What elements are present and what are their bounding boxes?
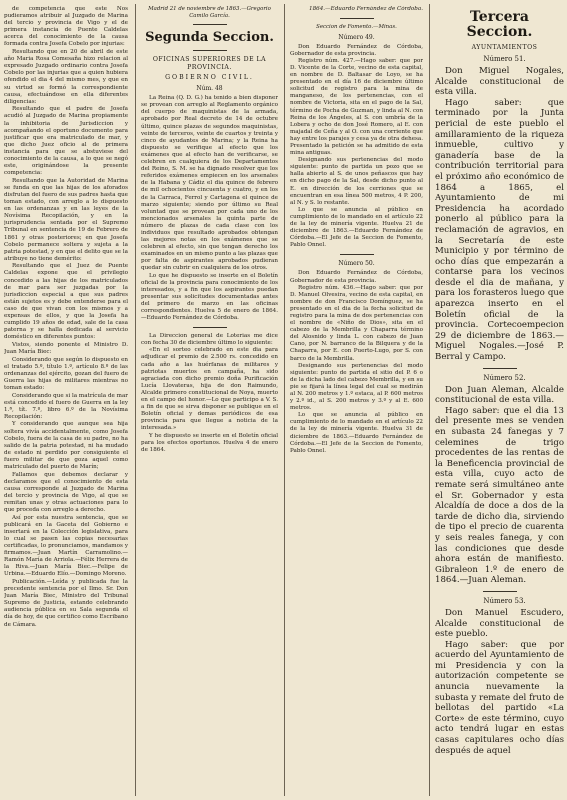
notice-paragraph: Registro núm. 436.—Hago saber: que por D. Manuel Olvesira, vecino de esta capital, en nombre de don Francisco Domínguez, se ha presentado en el dia de la fecha solicitud de registro para la mina de dos pertenencias con el nombre de «Niño de Dios», sita en el cabezo de la Membrilla y Chaparra término del Alosnido y linda L. con cabezo de Juan Cano, por N. barranco de la Bilquera y de la Chaparra, por E. con Puerto-Lugo, por S. con barco de la Membrilla. (290, 284, 423, 362)
section-heading: AYUNTAMIENTOS (471, 44, 538, 51)
notice-number: Número 51. (483, 55, 526, 63)
separator (340, 254, 374, 255)
separator (340, 18, 374, 19)
ruling-paragraph: Publicación.—Leída y publicada fue la precedente sentencia por el Ilmo. Sr. Don Juan María Biec, Ministro del Tribunal Supremo de Justicia, estando celebrando audiencia pública en su Sala segunda el día de hoy, de que certifico como Escribano de Cámara. (4, 579, 128, 628)
notice-paragraph: Hago saber: que terminado por la Junta pericial de este pueblo el amillaramiento de la riqueza inmueble, cultivo y ganadería base de la contribución territorial para el próximo año económico de 1864 a 1865, el Ayuntamiento de mi Presidencia ha acordado ponerlo al público para la reclamación de agravios, en la Secretaría de este Municipio y por término de ocho días que empezarán a contarse para los vecinos desde el dia de mañana, y para los forasteros luego que aparezca inserto en el Boletín oficial de la provincia. Cortecoempecion 29 de diciembre de 1863.—Miguel Nogales.—José P. Berral y Campo. (435, 97, 564, 363)
notice-paragraph: La Direccion general de Loterias me dice con fecha 30 de diciembre último lo siguiente: (141, 333, 278, 347)
section-heading: OFICINAS SUPERIORES DE LA PROVINCIA. (152, 56, 267, 72)
separator (193, 50, 227, 51)
notice-paragraph: Don Juan Aleman, Alcalde constitucional de esta villa. (435, 384, 564, 406)
notice-paragraph: Don Eduardo Fernández de Córdoba, Gobernador de esta provincia. (290, 43, 423, 57)
ruling-paragraph: Y considerando que aunque sea hija soltera vivía accidentalmente, como Josefa Cobelo, fuera de la casa de su padre, no ha salido de la patria potestad, ni ha mudado de estado ni perdido por consiguiente el fuero militar de que goza aquel como matriculado del puerto de Marín; (4, 421, 128, 470)
separator (483, 591, 517, 592)
notice-paragraph: «En el sorteo celebrado en este dia para adjudicar el premio de 2.500 rs. concedido en cada año a las huérfanas de militares y patriotas muertos en campaña, ha sido agraciada con dicho premio doña Purificación Lucía Llovateras, hija de don Raimundo, Alcalde primero constitucional de Noya, muerto en el campo del honor.—Lo que participo a V. S. a fin de que se sirva disponer se publique en el Boletín oficial y demas periódicos de esa provincia para que llegue a noticia de la interesada.» (141, 347, 278, 432)
column-2-segunda-seccion (141, 6, 278, 796)
dateline: Madrid 21 de noviembre de 1863.—Gregorio Camilo García. (148, 6, 271, 19)
notice-paragraph: Hago saber: que por acuerdo del Ayuntamiento de mi Presidencia y con la autorización competente se anuncia nuevamente la subasta y remate del fruto de bellotas del partido «La Corte» de este término, cuyo acto tendrá lugar en estas casas capitulares ocho días después de aquel (435, 639, 564, 756)
notice-paragraph: Hago saber: que el dia 13 del presente mes se venden en subasta 24 fanegas y 7 celemines de trigo procedentes de las rentas de la Beneficencia provincial de esta villa, cuyo acto de remate será simultáneo ante el Sr. Gobernador y esta Alcaldía de doce a dos de la tarde de dicho dia, sirviendo de tipo el precio de cuarenta y seis reales fanega, y con las condiciones que desde ahora están de manifiesto. Gibraleon 1.º de enero de 1864.—Juan Aleman. (435, 405, 564, 586)
column-3-fomento-minas (290, 6, 423, 796)
column-divider (135, 4, 136, 796)
notice-paragraph: Designando sus pertenencias del modo siguiente: punto de partida un pozo que se halla abierto al S. de unos peñascos que hay en dicho pago de la Sal, desde dicho punto al E. en dirección de los cerriones que se encuentran en esa línea 500 metros, 4 P. 200, al N. y S. lo restante. (290, 157, 423, 206)
column-divider (284, 4, 285, 796)
section-title: Segunda Seccion. (145, 30, 274, 46)
ruling-paragraph: Fallamos que debemos declarar y declaramos que el conocimiento de esta causa corresponde al Juzgado de Marina del tercio y provincia de Vigo, al que se remitan unas y otras actuaciones para lo que proceda con arreglo a derecho. (4, 471, 128, 514)
ruling-paragraph: Considerando que según lo dispuesto en el tratado 5.º, título 1.º, artículo 8.º de las ordenanzas del ejército, gozan del fuero de Guerra las hijas de militares mientras no toman estado: (4, 356, 128, 391)
column-4-tercera-seccion (435, 6, 564, 796)
notice-paragraph: Y he dispuesto se inserte en el Boletín oficial para los efectos oportunos. Huelva 4 de enero de 1864. (141, 432, 278, 453)
signature: 1864.—Eduardo Fernández de Córdoba. (309, 6, 423, 12)
notice-number: Número 50. (338, 260, 375, 268)
ruling-paragraph: Resultando que el padre de Josefa acudió al Juzgado de Marina propiamente la inhibitoria de Jurisdiccion y acompañando el oportuno documento para justificar que era matriculado de mar, y que dicho Juez oficio al de primera instancia para que se abstuviese del conocimiento de la causa, a lo que se negó este, originándose la presente competencia: (4, 106, 128, 177)
ruling-paragraph: Resultando que el Juez de Puente Caldelas expone que el privilegio concedido a las hijas de los matriculados de mar para ser juzgadas por la jurisdiccion especial a que sus padres están sujetos es y debe entenderse para el caso de que vivan con los mismos y a expensas de ellos, y que la Josefa ha cumplido 19 años de edad, sale de la casa paterna y se halla dedicada al servicio doméstico en diferentes puntos: (4, 263, 128, 341)
notice-paragraph: Don Eduardo Fernández de Córdoba, Gobernador de esta provincia. (290, 270, 423, 284)
notice-number: Número 53. (483, 596, 526, 605)
notice-number: Núm. 48 (196, 85, 223, 93)
ruling-paragraph: Así por esta nuestra sentencia, que se publicará en la Gaceta del Gobierno e insertará en la Colección legislativa, para lo cual se pasen las copias necesarias certificadas, lo pronunciamos, mandamos y firmamos.—Juan Martín Carramolino.—Ramón María de Arriola.—Félix Herrera de la Riva.—Juan María Biec.—Felipe de Urbina.—Eduardo Elío.—Domingo Moreno. (4, 514, 128, 578)
column-1-court-ruling (4, 6, 128, 796)
notice-paragraph: Don Miguel Nogales, Alcalde constitucional de esta villa. (435, 66, 564, 98)
notice-number: Número 52. (483, 373, 526, 382)
separator (193, 327, 227, 328)
notice-paragraph: Registro núm. 427.—Hago saber: que por D. Vicente de la Corte, vecino de esta capital, en nombre de D. Baltasar de Loyo, se ha presentado en el día 16 de diciembre último solicitud de registro para la mina de manganeso, de los pertenencias, con el nombre de Victoria, sita en el pago de la Sal, término de Pocha de Guzman, y linda al N. con Reina de los Ángeles, al S. con umbría de la Lobera y ocho de don José Romero, al E. con majadal de Ceña y al O. con una corriente que hay entre los parajes y cesa ya de otra dehesa. Presentado la petición se ha admitido de esta mina antiguas. (290, 57, 423, 157)
notice-paragraph: Don Manuel Escudero, Alcalde constitucional de este pueblo. (435, 607, 564, 640)
notice-number: Número 49. (338, 33, 375, 41)
ruling-paragraph: Considerando que si la matrícula de mar está concedido el fuero de Guerra en la ley 1.ª, tít. 7.º, libro 6.º de la Novísima Recopilación: (4, 392, 128, 420)
ruling-paragraph: de competencia que este Nos pudieramos atribuir al Juzgado de Marina del tercio y provincia de Vigo y el de primera instancia de Puente Caldelas acerca del conocimiento de la causa formada contra Josefa Cobelo por injurias: (4, 6, 128, 48)
section-title: Tercera Seccion. (466, 9, 533, 40)
separator (193, 24, 227, 25)
section-subheading: GOBIERNO CIVIL. (165, 74, 254, 82)
notice-paragraph: Designando sus pertenencias del modo siguiente: punto de partida el sitio del P. 6 o de la dicha lado del cabezo Membrilla, y en su pie se fijará la línea legal del cual se medirán al N. 200 metros y 1.º estaca, al P. 600 metros y 2.º id., al S. 200 metros y 3.º y al E. 600 metros. (290, 362, 423, 412)
notice-paragraph: Lo que he dispuesto se inserte en el Boletín oficial de la provincia para conocimiento de los interesados, y a fin que los aspirantes puedan presentar sus solicitudes documentadas antes del primero de marzo en las oficinas correspondientes. Huelva 5 de enero de 1864.—Eduardo Fernández de Córdoba. (141, 272, 278, 322)
ruling-paragraph: Resultando que la Autoridad de Marina se funda en que las hijas de los aforados disfrutan del fuero de sus padres hasta que toman estado, con arreglo a lo dispuesto en las ordenanzas y en las leyes de la Novísima Recopilación, y en la jurisprudencia sentada por el Supremo Tribunal en sentencia de 19 de Febrero de 1861 y otras posteriores; en que Josefa Cobelo permanece soltera y sujeta a la patria potestad, y en que el delito que se la atribuye no tiene demérito: (4, 177, 128, 262)
notice-paragraph: La Reina (Q. D. G.) ha tenido a bien disponer se provean con arreglo al Reglamento orgánico del cuerpo de maquinistas de la armada, aprobado por Real decreto de 14 de octubre último, quince plazas de segundos maquinistas, veinte de terceros, veinte de cuartos y treinta y cinco de ayudantes de Marina; y la Reina ha dispuesto se verifique al efecto que los exámenes que al efecto han de verificarse, se celebren en cualquiera de los Departamentos del Reino, S. M. se ha dignado resolver que los referidos exámenes empiecen en los arsenales de la Habana y Cádiz el dia quince de febrero de mil ochocientos cincuenta y cuatro, y en los de la Carraca, Ferrol y Cartagena el quince de marzo siguiente; siendo por último su Real voluntad que se provean por cada uno de los mencionados arsenales la quinta parte de número de plazas de cada clase con los individuos que resultado aprobados obtengan las mejores notas en los exámenes que se celebren al efecto, sin que tengan derecho los examinados en un mismo punto a las plazas que por falta de aspirantes aprobados pudieran quedar sin cubrir en cualquiera de los otros. (141, 95, 278, 272)
notice-paragraph: Lo que se anuncia al público en cumplimiento de lo mandado en el artículo 22 de la ley de minería vigente. Huelva 31 de diciembre de 1863.—Eduardo Fernández de Córdoba.—El Jefe de la Seccion de Fomento, Pablo Onnel. (290, 412, 423, 454)
section-heading: Seccion de Fomento.—Minas. (316, 24, 397, 31)
column-divider (429, 4, 430, 796)
ruling-paragraph: Resultando que en 20 de abril de este año Maria Rosa Comesaña hizo relacion al expresado Juzgado ordinario contra Josefa Cobelo por las injurias que a quien hubiera ofendido el dia 4 del mismo mes, y que en su virtud se formó la correspondiente causa, efectuándose en ella diferentes diligencias: (4, 49, 128, 105)
ruling-paragraph: Vistos, siendo ponente el Ministro D. Juan María Biec: (4, 341, 128, 355)
notice-paragraph: Lo que se anuncia al público en cumplimiento de lo mandado en el artículo 22 de la ley de minería vigente. Huelva 21 de diciembre de 1863.—Eduardo Fernández de Córdoba.—El Jefe de la Seccion de Fomento, Pablo Onnel. (290, 206, 423, 249)
separator (483, 368, 517, 369)
